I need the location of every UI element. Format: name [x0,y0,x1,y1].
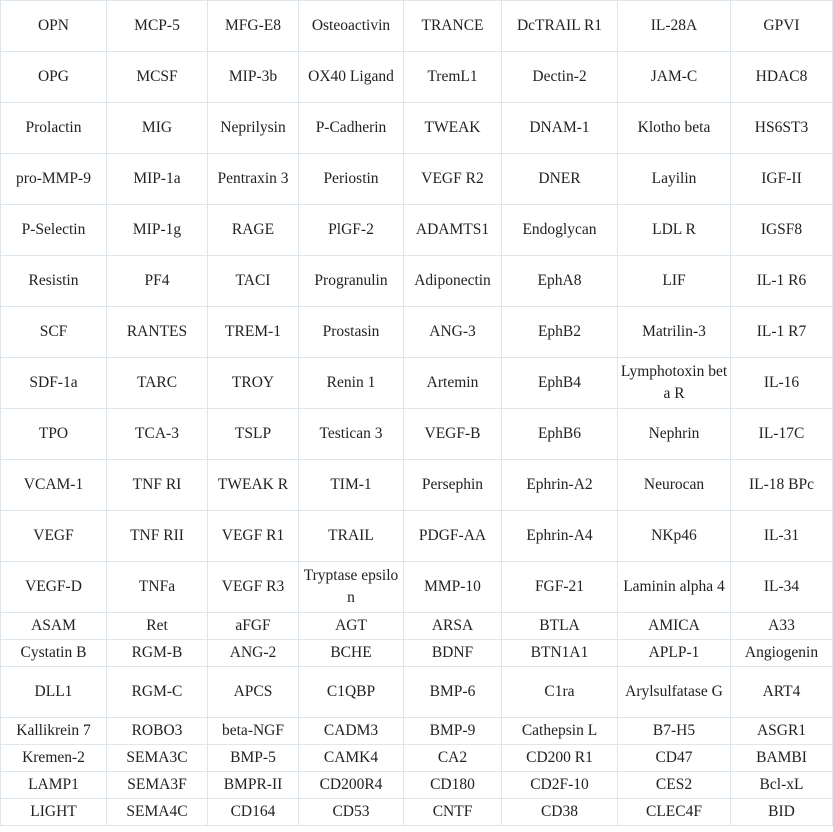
table-row [1,307,833,358]
table-cell: SEMA3F [107,772,208,799]
table-cell: TROY [208,358,299,409]
table-cell: Prostasin [299,307,404,358]
table-cell: BTLA [502,613,618,640]
table-cell: B7-H5 [618,718,731,745]
table-cell: JAM-C [618,52,731,103]
table-cell: Progranulin [299,256,404,307]
table-row [1,613,833,640]
table-cell: TSLP [208,409,299,460]
table-cell: TRANCE [404,1,502,52]
table-cell: SEMA3C [107,745,208,772]
table-cell: Resistin [1,256,107,307]
table-cell: BID [731,799,833,826]
table-cell: IGF-II [731,154,833,205]
table-cell: IL-1 R6 [731,256,833,307]
table-row [1,358,833,409]
table-cell: Artemin [404,358,502,409]
table-cell: Kremen-2 [1,745,107,772]
table-cell: TRAIL [299,511,404,562]
table-cell: OPG [1,52,107,103]
table-cell: VEGF R3 [208,562,299,613]
table-cell: CNTF [404,799,502,826]
table-body [1,1,833,826]
table-cell: BMP-5 [208,745,299,772]
table-row [1,772,833,799]
table-cell: DcTRAIL R1 [502,1,618,52]
table-cell: TREM-1 [208,307,299,358]
table-cell: APLP-1 [618,640,731,667]
table-cell: DNER [502,154,618,205]
table-row [1,256,833,307]
table-cell: MIP-1g [107,205,208,256]
table-cell: EphB6 [502,409,618,460]
table-cell: ASGR1 [731,718,833,745]
table-cell: Klotho beta [618,103,731,154]
table-cell: EphB4 [502,358,618,409]
table-cell: CD38 [502,799,618,826]
table-cell: TIM-1 [299,460,404,511]
table-cell: aFGF [208,613,299,640]
table-cell: SEMA4C [107,799,208,826]
table-cell: Neurocan [618,460,731,511]
table-cell: Renin 1 [299,358,404,409]
table-cell: TNF RI [107,460,208,511]
table-cell: TACI [208,256,299,307]
table-cell: GPVI [731,1,833,52]
table-cell: CD200R4 [299,772,404,799]
table-cell: BCHE [299,640,404,667]
table-row [1,460,833,511]
table-row [1,205,833,256]
table-row [1,154,833,205]
table-cell: TNF RII [107,511,208,562]
table-cell: Layilin [618,154,731,205]
table-cell: P-Selectin [1,205,107,256]
table-cell: OX40 Ligand [299,52,404,103]
table-cell: HS6ST3 [731,103,833,154]
table-cell: Laminin alpha 4 [618,562,731,613]
table-cell: VCAM-1 [1,460,107,511]
table-cell: LDL R [618,205,731,256]
table-cell: VEGF [1,511,107,562]
table-cell: ART4 [731,667,833,718]
table-cell: PDGF-AA [404,511,502,562]
table-cell: TWEAK R [208,460,299,511]
table-cell: Ephrin-A4 [502,511,618,562]
table-cell: MIP-1a [107,154,208,205]
table-cell: Endoglycan [502,205,618,256]
table-cell: Arylsulfatase G [618,667,731,718]
table-cell: Angiogenin [731,640,833,667]
table-row [1,1,833,52]
table-cell: EphA8 [502,256,618,307]
table-cell: Adiponectin [404,256,502,307]
table-row [1,745,833,772]
table-cell: IL-1 R7 [731,307,833,358]
table-cell: IL-16 [731,358,833,409]
table-row [1,409,833,460]
table-cell: BMPR-II [208,772,299,799]
table-cell: MCSF [107,52,208,103]
table-row [1,103,833,154]
table-cell: MIP-3b [208,52,299,103]
table-cell: TNFa [107,562,208,613]
table-cell: Periostin [299,154,404,205]
table-cell: NKp46 [618,511,731,562]
table-cell: Neprilysin [208,103,299,154]
table-cell: Matrilin-3 [618,307,731,358]
table-cell: DNAM-1 [502,103,618,154]
table-cell: Tryptase epsilon [299,562,404,613]
table-cell: CLEC4F [618,799,731,826]
table-row [1,640,833,667]
table-cell: IL-34 [731,562,833,613]
table-cell: IL-17C [731,409,833,460]
table-cell: VEGF R2 [404,154,502,205]
table-cell: PlGF-2 [299,205,404,256]
table-cell: RANTES [107,307,208,358]
table-cell: MIG [107,103,208,154]
table-cell: Lymphotoxin beta R [618,358,731,409]
table-cell: CAMK4 [299,745,404,772]
table-cell: ASAM [1,613,107,640]
table-cell: EphB2 [502,307,618,358]
table-cell: IL-18 BPc [731,460,833,511]
table-cell: Prolactin [1,103,107,154]
table-cell: pro-MMP-9 [1,154,107,205]
table-cell: BMP-6 [404,667,502,718]
table-cell: OPN [1,1,107,52]
table-cell: Ret [107,613,208,640]
table-cell: ANG-3 [404,307,502,358]
table-cell: LAMP1 [1,772,107,799]
table-cell: IL-28A [618,1,731,52]
table-cell: BDNF [404,640,502,667]
table-cell: FGF-21 [502,562,618,613]
table-cell: PF4 [107,256,208,307]
table-cell: VEGF-B [404,409,502,460]
table-cell: SDF-1a [1,358,107,409]
table-cell: TWEAK [404,103,502,154]
table-cell: C1ra [502,667,618,718]
table-cell: HDAC8 [731,52,833,103]
table-cell: CD47 [618,745,731,772]
table-cell: TremL1 [404,52,502,103]
table-cell: LIF [618,256,731,307]
table-cell: LIGHT [1,799,107,826]
table-cell: Ephrin-A2 [502,460,618,511]
table-cell: beta-NGF [208,718,299,745]
table-cell: Persephin [404,460,502,511]
table-cell: CD180 [404,772,502,799]
table-cell: Testican 3 [299,409,404,460]
table-row [1,718,833,745]
table-cell: CA2 [404,745,502,772]
table-cell: CD53 [299,799,404,826]
table-cell: SCF [1,307,107,358]
table-cell: ROBO3 [107,718,208,745]
table-cell: ADAMTS1 [404,205,502,256]
table-cell: MMP-10 [404,562,502,613]
table-cell: AGT [299,613,404,640]
table-cell: Pentraxin 3 [208,154,299,205]
table-cell: CD200 R1 [502,745,618,772]
table-cell: CD164 [208,799,299,826]
table-row [1,52,833,103]
table-cell: ANG-2 [208,640,299,667]
table-cell: TARC [107,358,208,409]
table-cell: TCA-3 [107,409,208,460]
table-cell: IL-31 [731,511,833,562]
table-cell: RGM-B [107,640,208,667]
table-cell: BTN1A1 [502,640,618,667]
table-cell: Nephrin [618,409,731,460]
table-cell: C1QBP [299,667,404,718]
table-cell: Bcl-xL [731,772,833,799]
table-cell: BMP-9 [404,718,502,745]
table-row [1,511,833,562]
table-cell: RGM-C [107,667,208,718]
table-cell: VEGF R1 [208,511,299,562]
table-cell: BAMBI [731,745,833,772]
table-cell: Cathepsin L [502,718,618,745]
table-cell: CD2F-10 [502,772,618,799]
table-cell: Dectin-2 [502,52,618,103]
table-row [1,562,833,613]
table-cell: DLL1 [1,667,107,718]
table-row [1,667,833,718]
table-cell: MFG-E8 [208,1,299,52]
table-cell: RAGE [208,205,299,256]
table-cell: VEGF-D [1,562,107,613]
table-cell: AMICA [618,613,731,640]
table-cell: Kallikrein 7 [1,718,107,745]
table-cell: CES2 [618,772,731,799]
table-cell: TPO [1,409,107,460]
table-cell: Osteoactivin [299,1,404,52]
table-cell: IGSF8 [731,205,833,256]
table-cell: P-Cadherin [299,103,404,154]
table-row [1,799,833,826]
table-cell: MCP-5 [107,1,208,52]
table-cell: Cystatin B [1,640,107,667]
table-cell: A33 [731,613,833,640]
table-cell: ARSA [404,613,502,640]
table-cell: CADM3 [299,718,404,745]
table-cell: APCS [208,667,299,718]
